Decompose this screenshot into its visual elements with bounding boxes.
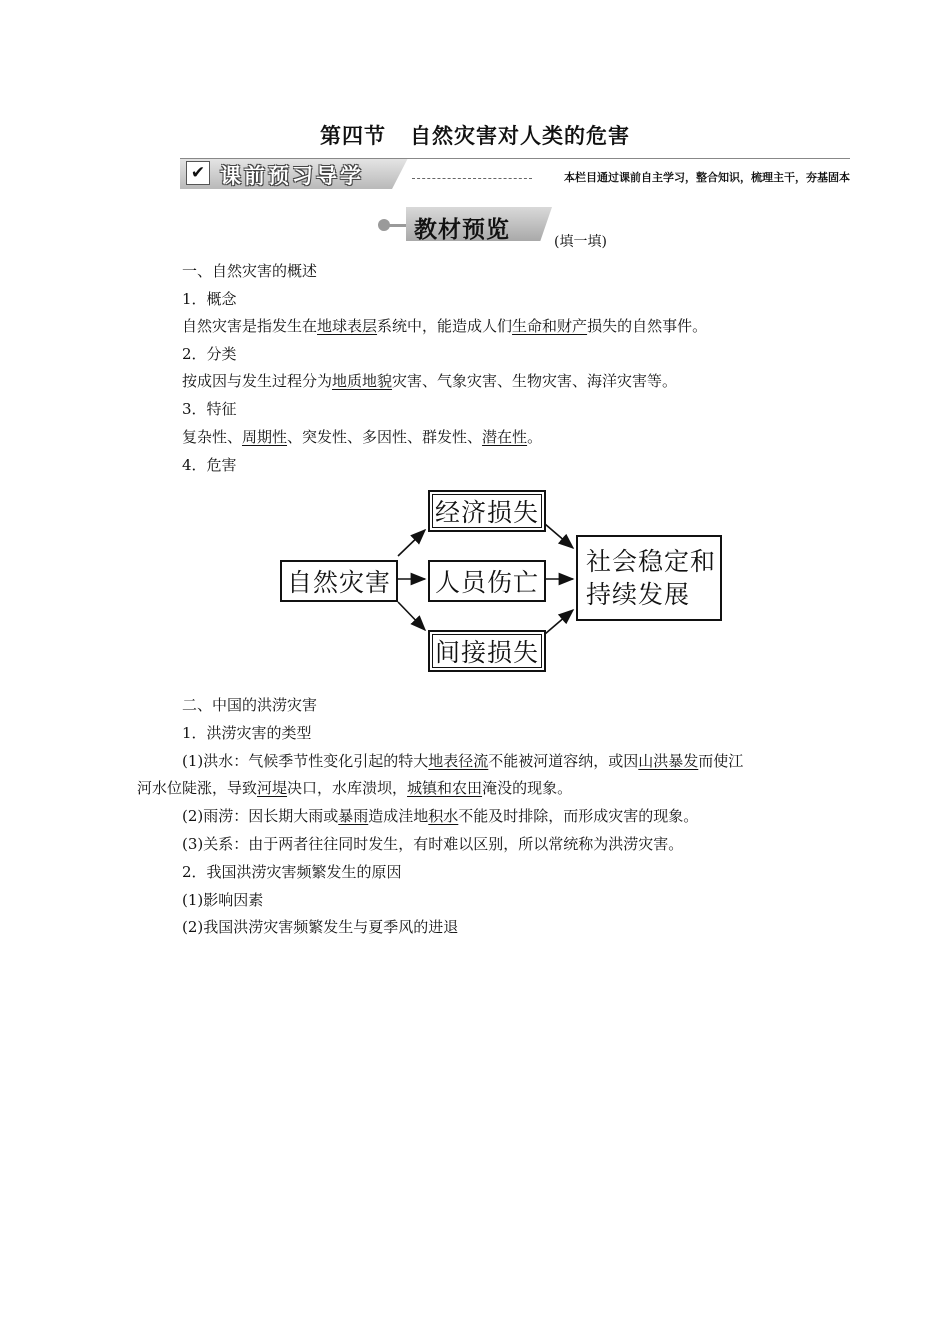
arrow-indirect-target	[545, 610, 573, 634]
arrow-economic-target	[545, 524, 573, 548]
s1-feature-text: 复杂性、周期性、突发性、多因性、群发性、潜在性。	[182, 428, 543, 446]
s1-class-heading: 2．分类	[182, 345, 237, 363]
s1-class-text: 按成因与发生过程分为地质地貌灾害、气象灾害、生物灾害、海洋灾害等。	[182, 372, 678, 390]
check-icon: ✔	[186, 161, 210, 185]
s2-reason-heading: 2．我国洪涝灾害频繁发生的原因	[182, 863, 402, 881]
diagram-target-box	[576, 535, 722, 621]
s2-monsoon: (2)我国洪涝灾害频繁发生与夏季风的进退	[182, 918, 459, 936]
s2-flood-line2: 河水位陡涨，导致河堤决口，水库溃坝，城镇和农田淹没的现象。	[137, 779, 573, 797]
banner-note: 本栏目通过课前自主学习，整合知识，梳理主干，夯基固本	[564, 171, 850, 184]
banner-label: 课前预习导学	[220, 164, 364, 188]
blank-answer: 城镇和农田	[407, 779, 483, 797]
title-name: 自然灾害对人类的危害	[410, 124, 630, 148]
diagram-economic-box: 经济损失	[428, 490, 546, 532]
blank-answer: 河堤	[257, 779, 288, 797]
s2-type-heading: 1．洪涝灾害的类型	[182, 724, 312, 742]
blank-answer: 生命和财产	[512, 317, 588, 335]
blank-answer: 地球表层	[317, 317, 378, 335]
s1-concept-heading: 1．概念	[182, 290, 237, 308]
blank-answer: 山洪暴发	[638, 752, 699, 770]
arrow-to-economic	[398, 530, 425, 556]
s1-feature-heading: 3．特征	[182, 400, 237, 418]
s1-harm-heading: 4．危害	[182, 456, 237, 474]
s2-factors: (1)影响因素	[182, 891, 264, 909]
diagram-indirect-box: 间接损失	[428, 630, 546, 672]
s2-relation: (3)关系：由于两者往往同时发生，有时难以区别，所以常统称为洪涝灾害。	[182, 835, 684, 853]
blank-answer: 积水	[428, 807, 459, 825]
s1-concept-text: 自然灾害是指发生在地球表层系统中，能造成人们生命和财产损失的自然事件。	[182, 317, 708, 335]
blank-answer: 周期性	[242, 428, 288, 446]
arrow-to-indirect	[398, 602, 425, 630]
s2-flood-line1: (1)洪水：气候季节性变化引起的特大地表径流不能被河道容纳，或因山洪暴发而使江	[182, 752, 744, 770]
target-line-2: 持续发展	[586, 580, 691, 609]
preview-note: (填一填)	[554, 234, 607, 250]
preview-label: 教材预览	[414, 217, 510, 243]
title-section: 第四节	[320, 124, 386, 148]
blank-answer: 地质地貌	[332, 372, 393, 390]
target-line-1: 社会稳定和	[586, 547, 717, 576]
section2-heading: 二、中国的洪涝灾害	[182, 696, 318, 714]
diagram-source-box: 自然灾害	[280, 560, 398, 602]
section1-heading: 一、自然灾害的概述	[182, 262, 318, 280]
blank-answer: 地表径流	[428, 752, 489, 770]
blank-answer: 潜在性	[482, 428, 528, 446]
diagram-casualty-box: 人员伤亡	[428, 560, 546, 602]
s2-waterlog: (2)雨涝：因长期大雨或暴雨造成洼地积水不能及时排除，而形成灾害的现象。	[182, 807, 699, 825]
blank-answer: 暴雨	[338, 807, 369, 825]
